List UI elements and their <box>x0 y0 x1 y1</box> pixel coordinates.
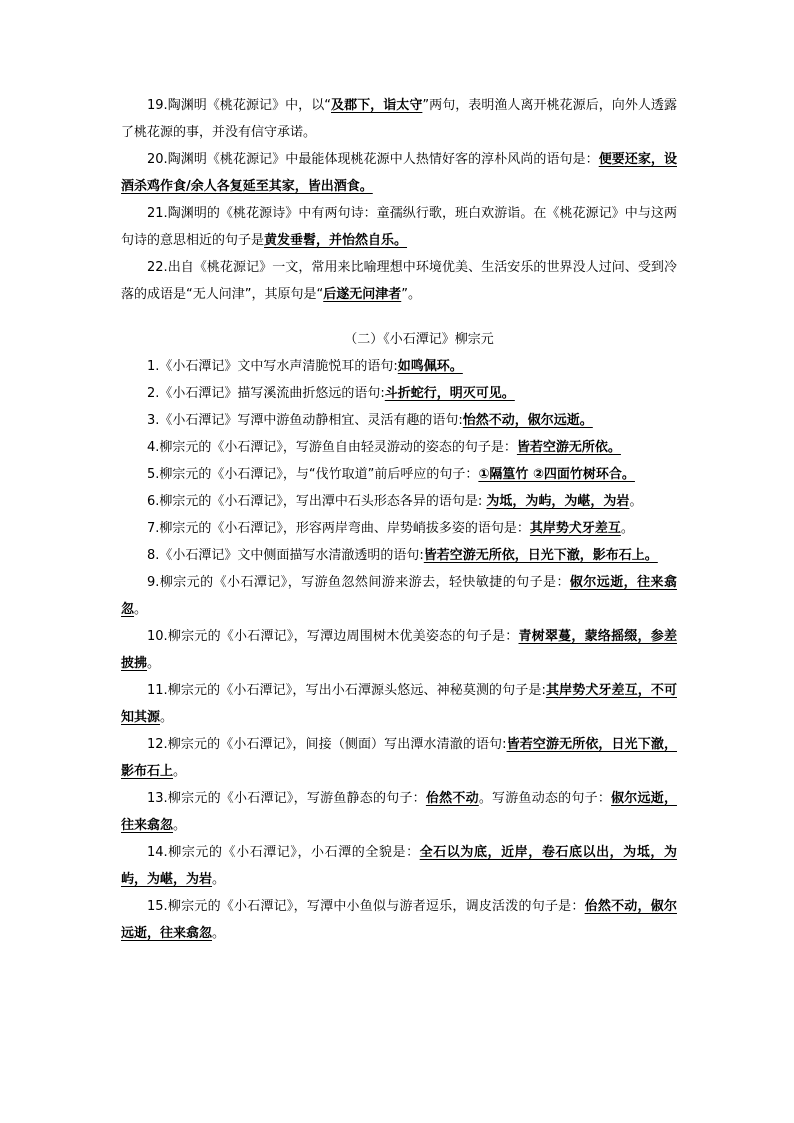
question-text-tail: ”两句，表明渔人离开桃花源后，向外人透露了桃花源的事，并没有信守承诺。 <box>121 98 677 140</box>
question-text: 10.柳宗元的《小石潭记》，写潭边周围树木优美姿态的句子是： <box>147 629 519 644</box>
question-7 <box>121 515 677 542</box>
answer-text: 斗折蛇行，明灭可见。 <box>384 386 515 401</box>
question-3 <box>121 407 677 434</box>
answer-text: 及郡下，诣太守 <box>331 98 423 113</box>
question-2 <box>121 380 677 407</box>
question-text-tail: 。 <box>620 521 634 536</box>
question-text: 15.柳宗元的《小石潭记》，写潭中小鱼似与游者逗乐，调皮活泼的句子是： <box>147 899 585 914</box>
question-13 <box>121 785 677 839</box>
answer-text: 皆若空游无所依。 <box>516 440 621 455</box>
question-22 <box>121 254 677 308</box>
question-14 <box>121 839 677 893</box>
question-text: 12.柳宗元的《小石潭记》，间接（侧面）写出潭水清澈的语句: <box>147 737 507 752</box>
answer-text: 皆若空游无所依，日光下澈，影布石上。 <box>423 548 658 563</box>
question-text-mid: 。写游鱼动态的句子： <box>478 791 612 806</box>
question-text-tail: 。 <box>173 764 187 779</box>
answer-text: 后遂无问津者 <box>323 287 402 302</box>
document-body <box>121 92 677 947</box>
question-text-tail: 。 <box>212 926 226 941</box>
question-text-tail: 。 <box>160 710 174 725</box>
question-11 <box>121 677 677 731</box>
question-text: 3.《小石潭记》写潭中游鱼动静相宜、灵活有趣的语句: <box>147 413 463 428</box>
question-text: 6.柳宗元的《小石潭记》，写出潭中石头形态各异的语句是: <box>147 494 487 509</box>
question-text: 5.柳宗元的《小石潭记》，与“伐竹取道”前后呼应的句子： <box>147 467 479 482</box>
question-text-tail: 。 <box>147 656 161 671</box>
question-text: 9.柳宗元的《小石潭记》，写游鱼忽然间游来游去，轻快敏捷的句子是： <box>147 575 570 590</box>
answer-text: 便要还家，设酒杀鸡作食/余人各复延至其家，皆出酒食。 <box>121 152 677 194</box>
question-8 <box>121 542 677 569</box>
question-text: 8.《小石潭记》文中侧面描写水清澈透明的语句: <box>147 548 424 563</box>
question-12 <box>121 731 677 785</box>
question-text: 21.陶渊明的《桃花源诗》中有两句诗：童孺纵行歌，班白欢游诣。在《桃花源记》中与这两句诗的意思相近的句子是 <box>121 206 677 248</box>
question-19 <box>121 92 677 146</box>
answer-text-2: 俶尔远逝，往来翕忽 <box>121 791 677 833</box>
answer-text: 其岸势犬牙差互 <box>529 521 621 536</box>
question-text-tail: ”。 <box>401 287 421 302</box>
question-4 <box>121 434 677 461</box>
question-text: 22.出自《桃花源记》一文，常用来比喻理想中环境优美、生活安乐的世界没人过问、受到冷落的成语是“无人问津”，其原句是“ <box>121 260 677 302</box>
answer-text: ①隔篁竹 ②四面竹树环合。 <box>478 467 635 482</box>
answer-text: 其岸势犬牙差互，不可知其源 <box>121 683 677 725</box>
answer-text: 为坻，为屿，为嵁，为岩 <box>486 494 630 509</box>
question-text-tail: 。 <box>629 494 643 509</box>
question-10 <box>121 623 677 677</box>
answer-text: 皆若空游无所依，日光下澈，影布石上 <box>121 737 677 779</box>
question-text: 1.《小石潭记》文中写水声清脆悦耳的语句: <box>147 359 398 374</box>
question-6 <box>121 488 677 515</box>
question-text: 11.柳宗元的《小石潭记》，写出小石潭源头悠远、神秘莫测的句子是: <box>147 683 546 698</box>
question-text: 14.柳宗元的《小石潭记》，小石潭的全貌是： <box>147 845 420 860</box>
question-21 <box>121 200 677 254</box>
section-title: （二）《小石潭记》柳宗元 <box>344 332 494 347</box>
question-9 <box>121 569 677 623</box>
answer-text: 黄发垂髫，并怡然自乐。 <box>264 233 408 248</box>
answer-text: 如鸣佩环。 <box>397 359 463 374</box>
answer-text: 青树翠蔓，蒙络摇缀，参差披拂 <box>121 629 677 671</box>
question-5 <box>121 461 677 488</box>
question-text: 13.柳宗元的《小石潭记》，写游鱼静态的句子： <box>147 791 426 806</box>
question-text: 7.柳宗元的《小石潭记》，形容两岸弯曲、岸势峭拔多姿的语句是： <box>147 521 530 536</box>
question-text-tail: 。 <box>134 602 148 617</box>
question-text: 19.陶渊明《桃花源记》中，以“ <box>147 98 331 113</box>
answer-text: 佁然不动 <box>425 791 479 806</box>
question-text: 20.陶渊明《桃花源记》中最能体现桃花源中人热情好客的淳朴风尚的语句是： <box>147 152 599 167</box>
answer-text: 全石以为底，近岸，卷石底以出，为坻，为屿，为嵁，为岩 <box>121 845 677 887</box>
question-text-tail: 。 <box>212 872 226 887</box>
question-20 <box>121 146 677 200</box>
question-text: 4.柳宗元的《小石潭记》，写游鱼自由轻灵游动的姿态的句子是： <box>147 440 517 455</box>
answer-text: 俶尔远逝，往来翕忽 <box>121 575 677 617</box>
question-text: 2.《小石潭记》描写溪流曲折悠远的语句: <box>147 386 385 401</box>
question-1 <box>121 353 677 380</box>
answer-text: 怡然不动，俶尔远逝。 <box>462 413 593 428</box>
question-text-tail: 。 <box>173 818 187 833</box>
answer-text: 佁然不动，俶尔远逝，往来翕忽 <box>121 899 677 941</box>
question-15 <box>121 893 677 947</box>
